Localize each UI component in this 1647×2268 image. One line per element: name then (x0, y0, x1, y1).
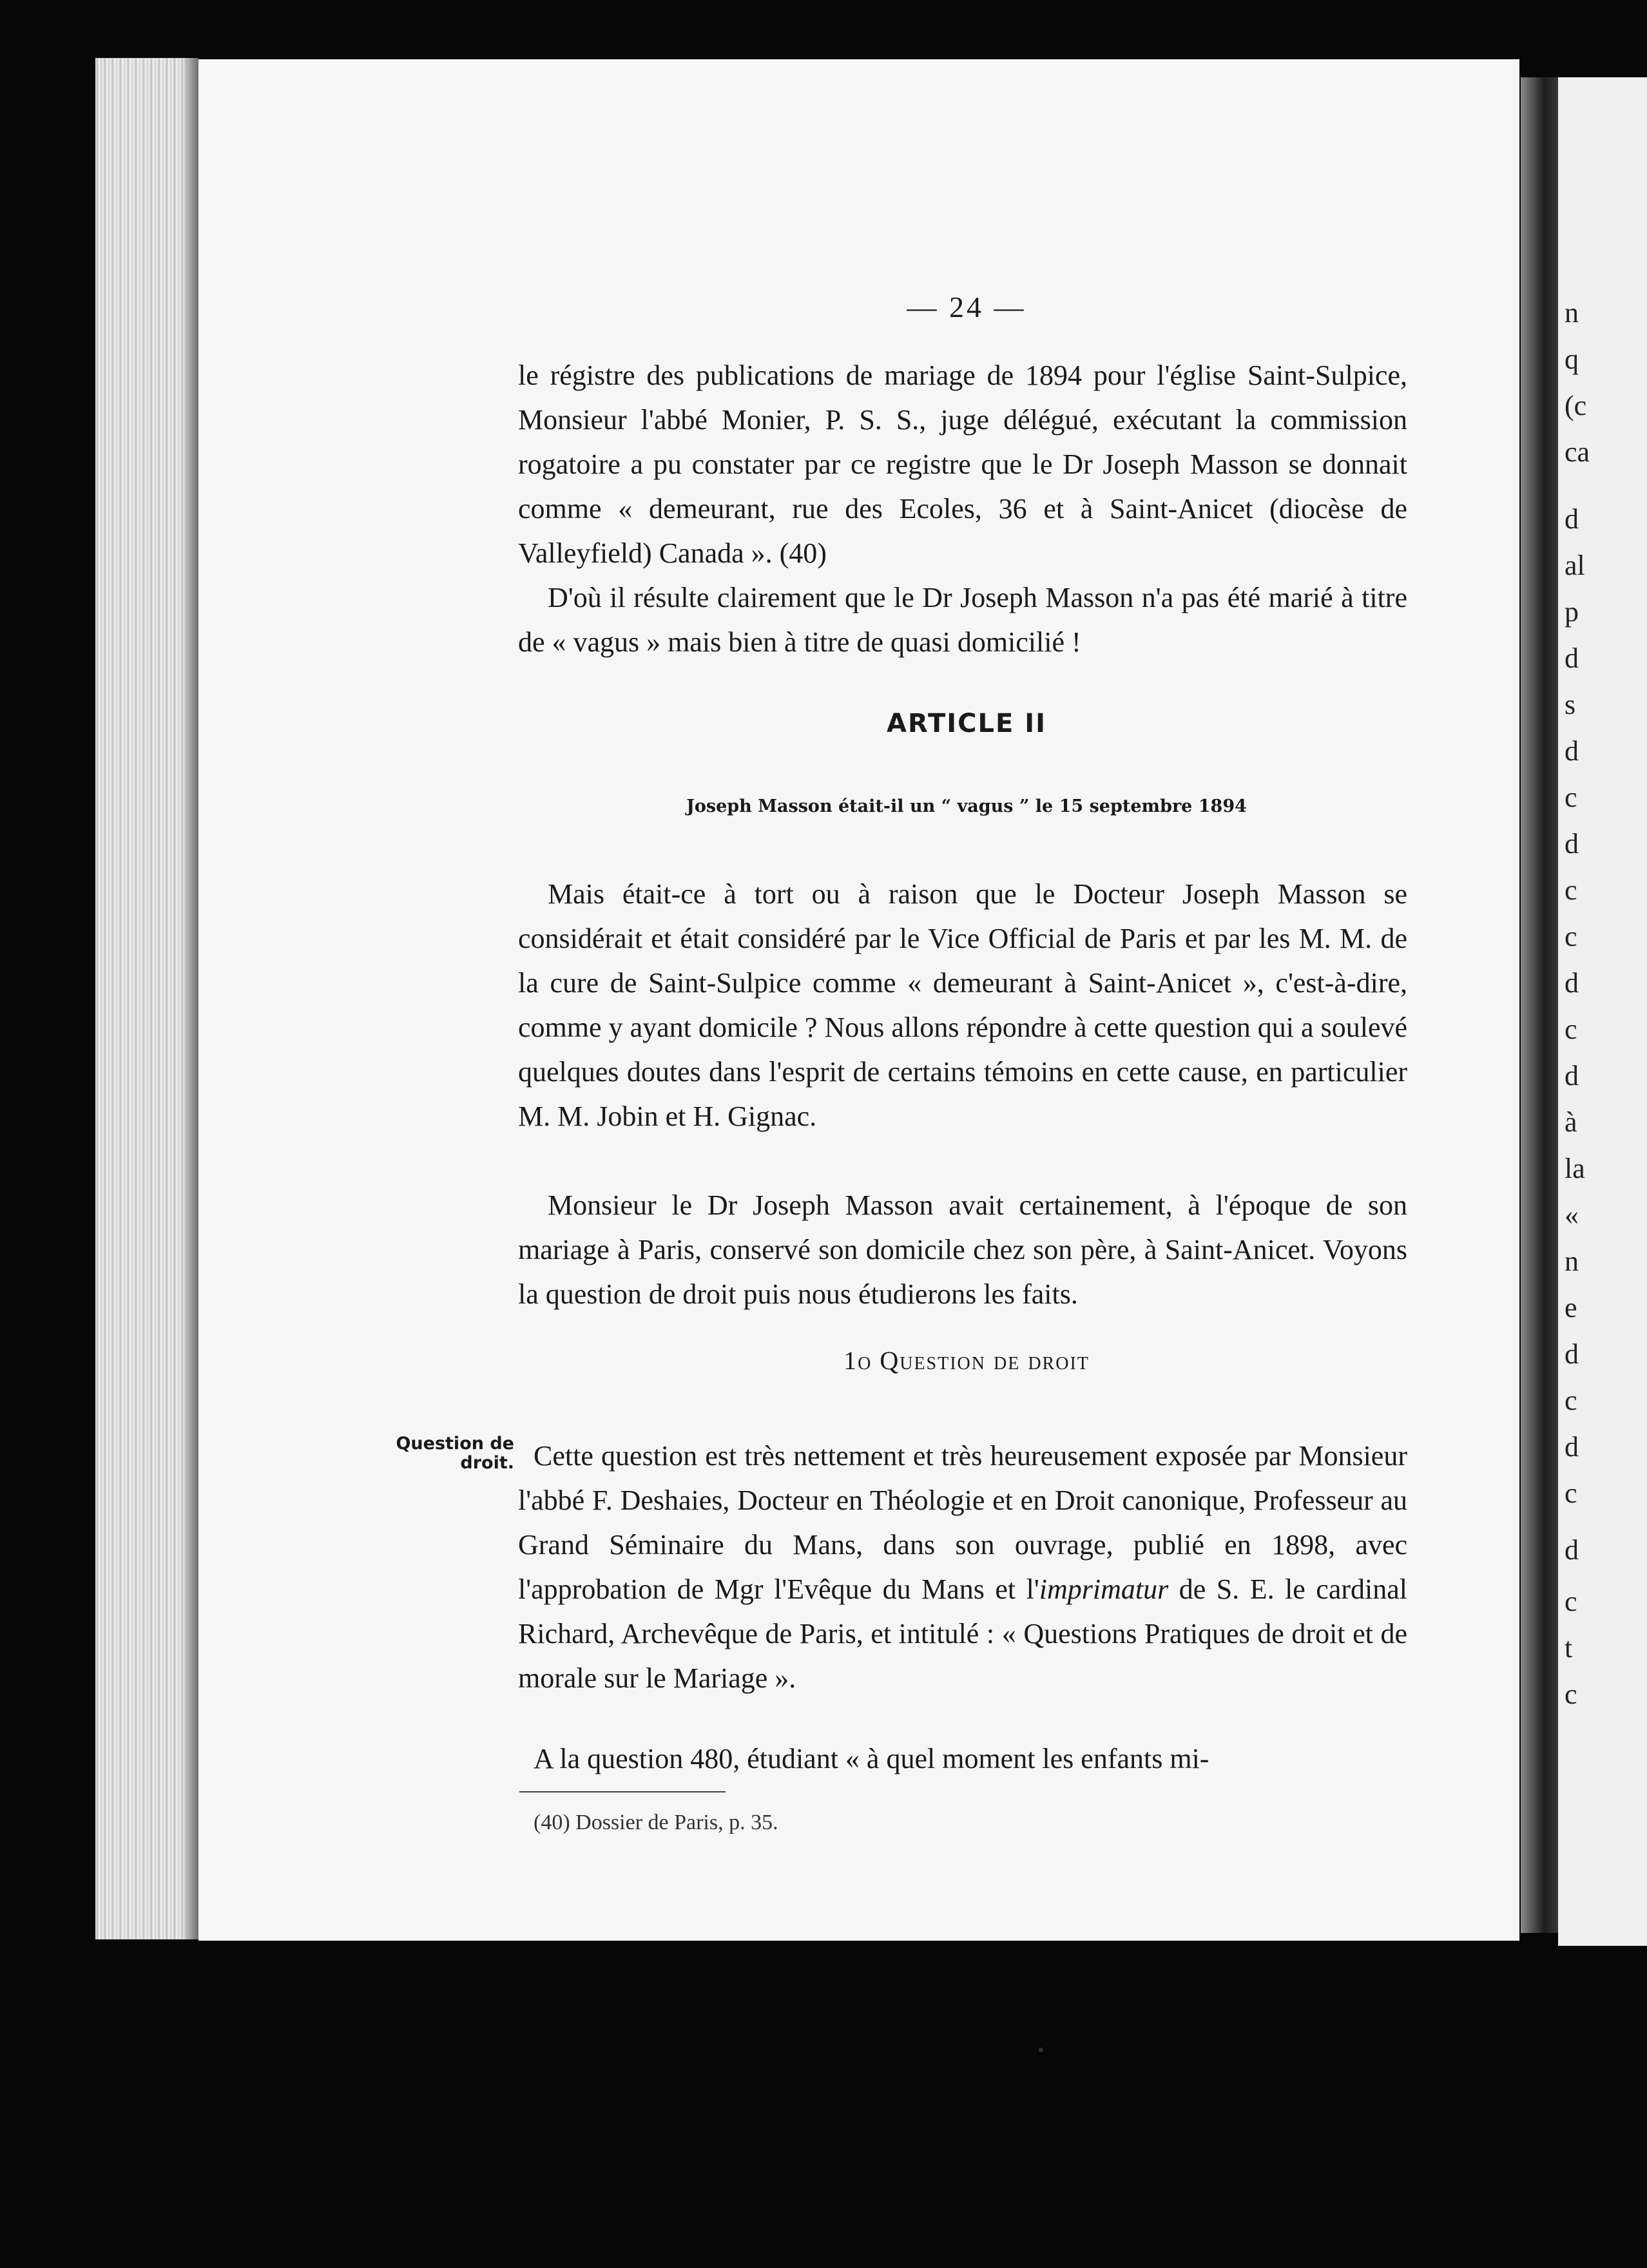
next-page-fragment: al (1565, 550, 1585, 581)
next-page-fragment: n (1565, 1245, 1579, 1277)
next-page-fragment: n (1565, 297, 1579, 329)
next-page-fragment: s (1565, 689, 1576, 720)
next-page-fragment: ca (1565, 436, 1590, 468)
footnote-rule (519, 1791, 726, 1792)
paragraph-text: de S. E. le cardinal Richard, Archevêque de Paris, et intitulé : « Questions Pratiques de droit et de morale sur le Mariage ». (518, 1573, 1408, 1694)
next-page-fragment: c (1565, 1586, 1577, 1617)
next-page-fragment: d (1565, 1060, 1579, 1091)
section-heading: 1o Question de droit (843, 1346, 1090, 1375)
next-page-fragment: « (1565, 1199, 1579, 1231)
paragraph-text: Cette question est très nettement et très heureusement exposée par Monsieur l'abbé F. Deshaies, Docteur en Théologie et en Droit canonique, Professeur au Grand Séminaire du Mans, dans son ouvrage, publié en 1898, avec l'approbation de Mgr l'Evêque du Mans et l' (518, 1440, 1407, 1605)
next-page-fragment: à (1565, 1106, 1577, 1138)
next-page-fragment: e (1565, 1292, 1577, 1323)
book-gutter (1521, 77, 1559, 1933)
next-page-fragment: c (1565, 874, 1577, 906)
next-page-fragment: p (1565, 596, 1579, 628)
page-number: — 24 — (907, 291, 1026, 323)
article-heading: ARTICLE II (887, 709, 1046, 738)
ink-dot (1039, 2048, 1043, 2052)
next-page-fragment: d (1565, 1338, 1579, 1370)
next-page-fragment: c (1565, 921, 1577, 952)
book-page-edges (95, 58, 198, 1939)
next-page-fragment: d (1565, 503, 1579, 535)
margin-note: Question de droit. (396, 1434, 514, 1473)
next-page-fragment: la (1565, 1153, 1585, 1184)
next-page-fragment: c (1565, 782, 1577, 813)
next-page-fragment: d (1565, 1431, 1579, 1463)
paragraph: D'où il résulte clairement que le Dr Joseph Masson n'a pas été marié à titre de « vagus » mais bien à titre de quasi domicilié ! (518, 582, 1407, 658)
next-page-fragment: t (1565, 1632, 1573, 1664)
next-page-fragment: (c (1565, 390, 1587, 421)
paragraph (518, 1434, 1407, 1700)
article-subheading: Joseph Masson était-il un “ vagus ” le 15 septembre 1894 (686, 796, 1247, 816)
next-page-fragment: c (1565, 1477, 1577, 1509)
next-page-fragment: d (1565, 642, 1579, 674)
next-page-fragment: d (1565, 967, 1579, 999)
paragraph: Monsieur le Dr Joseph Masson avait certainement, à l'époque de son mariage à Paris, conservé son domicile chez son père, à Saint-Anicet. Voyons la question de droit puis nous étudierons les faits. (518, 1189, 1407, 1310)
next-page-fragment: d (1565, 735, 1579, 767)
next-page-fragment: c (1565, 1385, 1577, 1416)
next-page-edge (1558, 77, 1647, 1946)
next-page-fragment: d (1565, 828, 1579, 860)
footnote: (40) Dossier de Paris, p. 35. (534, 1811, 778, 1834)
next-page-fragment: d (1565, 1534, 1579, 1566)
paragraph: Mais était-ce à tort ou à raison que le Docteur Joseph Masson se considérait et était considéré par le Vice Official de Paris et par les M. M. de la cure de Saint-Sulpice comme « demeurant à Saint-Anicet », c'est-à-dire, comme y ayant domicile ? Nous allons répondre à cette question qui a soulevé quelques doutes dans l'esprit de certains témoins en cette cause, en particulier M. M. Jobin et H. Gignac. (518, 878, 1407, 1132)
paragraph: A la question 480, étudiant « à quel moment les enfants mi- (534, 1743, 1209, 1774)
next-page-fragment: c (1565, 1014, 1577, 1045)
next-page-fragment: q (1565, 343, 1579, 375)
paragraph: le régistre des publications de mariage de 1894 pour l'église Saint-Sulpice, Monsieur l'abbé Monier, P. S. S., juge délégué, exécutant la commission rogatoire a pu constater par ce registre que le Dr Joseph Masson se donnait comme « demeurant, rue des Ecoles, 36 et à Saint-Anicet (diocèse de Valleyfield) Canada ». (40) (518, 360, 1407, 569)
italic-term: imprimatur (1039, 1573, 1169, 1605)
next-page-fragment: c (1565, 1678, 1577, 1710)
